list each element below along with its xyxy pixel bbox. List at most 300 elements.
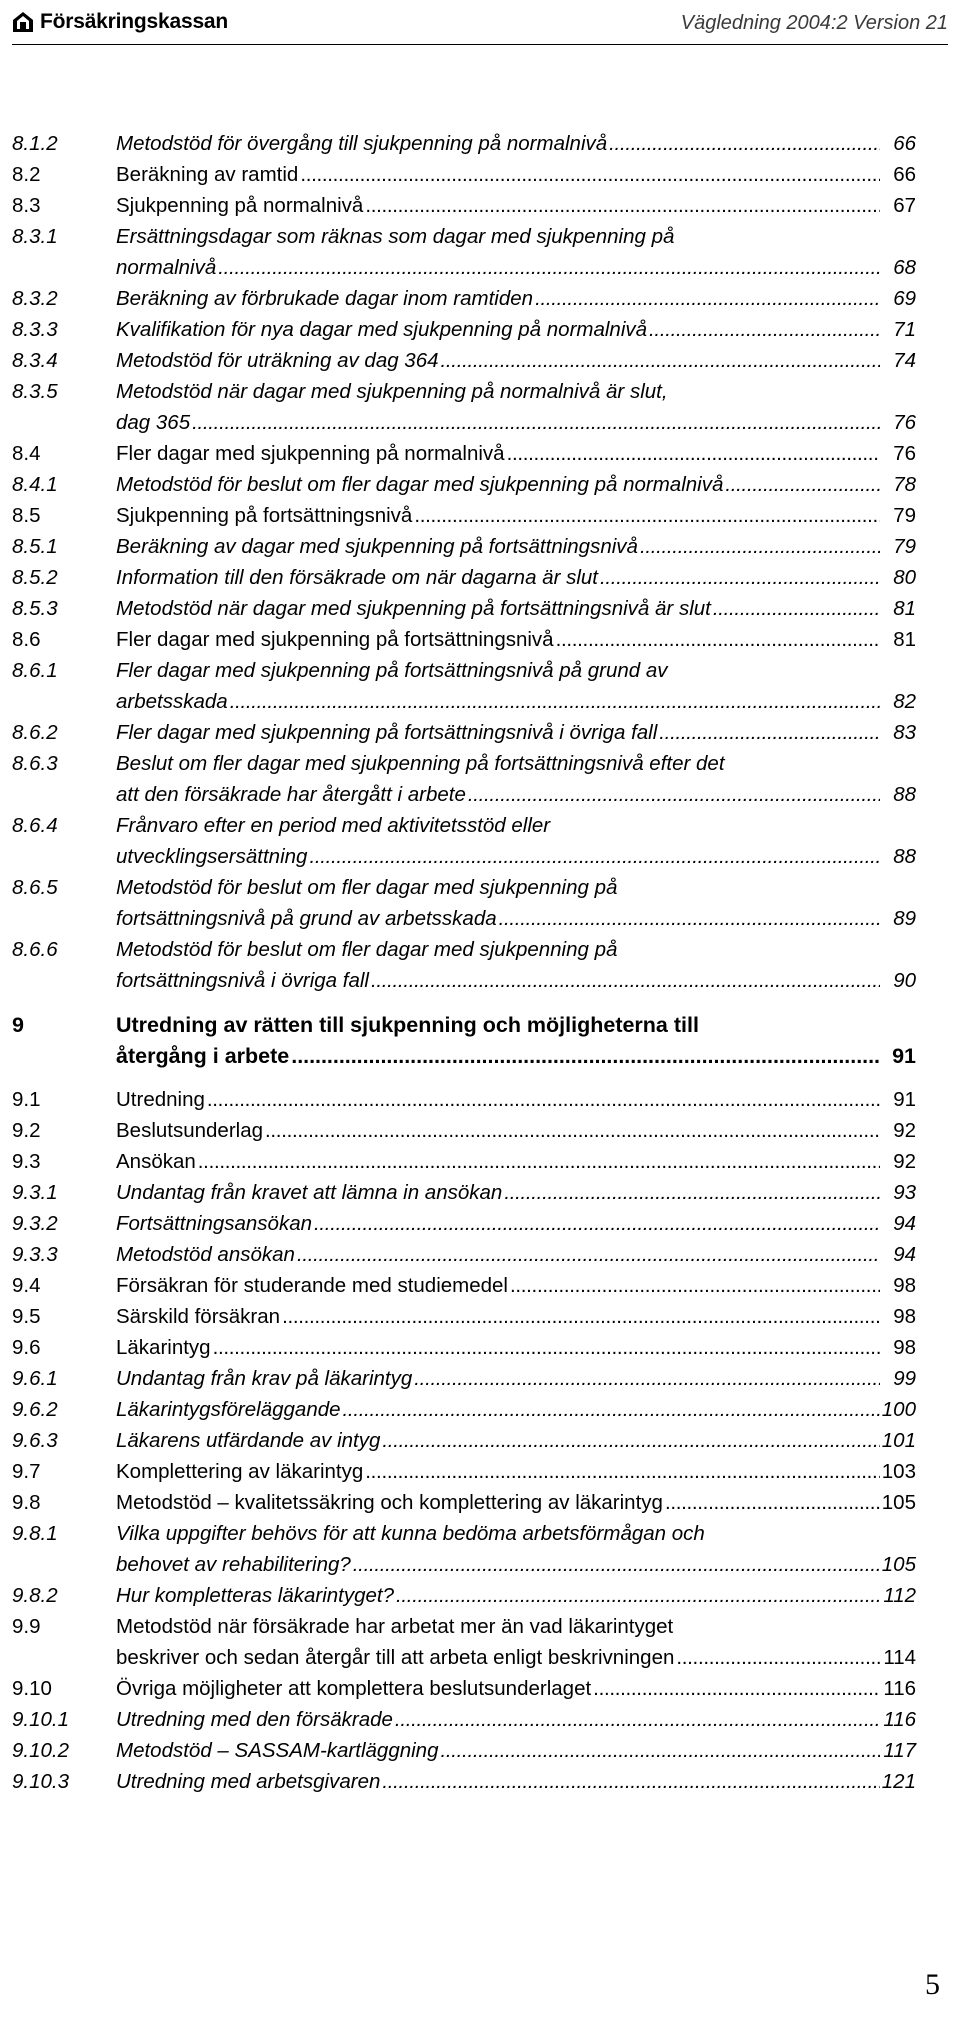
toc-entry[interactable] bbox=[0, 1735, 960, 1766]
toc-entry[interactable] bbox=[0, 1084, 960, 1115]
dot-leader bbox=[609, 128, 880, 159]
toc-entry-text: Utredning av rätten till sjukpenning och möjligheterna till bbox=[116, 1013, 699, 1037]
toc-entry-text: Metodstöd – kvalitetssäkring och komplettering av läkarintyg bbox=[116, 1491, 663, 1514]
toc-entry-text: Frånvaro efter en period med aktivitetsstöd eller bbox=[116, 814, 551, 837]
toc-entry-line bbox=[116, 1084, 916, 1115]
toc-entry-title bbox=[116, 1115, 916, 1146]
toc-entry-text: Metodstöd när försäkrade har arbetat mer än vad läkarintyget bbox=[116, 1615, 674, 1638]
toc-entry-text: Metodstöd – SASSAM-kartläggning bbox=[116, 1739, 439, 1762]
toc-entry-text: dag 365 bbox=[116, 411, 191, 434]
toc-entry-line bbox=[116, 1177, 916, 1208]
toc-entry-title bbox=[116, 190, 916, 221]
toc-entry-line bbox=[116, 1456, 916, 1487]
toc-entry-line bbox=[116, 190, 916, 221]
toc-entry-page: 112 bbox=[883, 1584, 916, 1607]
toc-entry-title bbox=[116, 1766, 916, 1797]
toc-entry-number: 8.3.4 bbox=[12, 349, 58, 372]
page-header bbox=[0, 0, 960, 48]
toc-entry-text: Metodstöd för beslut om fler dagar med sjukpenning på bbox=[116, 876, 618, 899]
toc-entry-title bbox=[116, 1704, 916, 1735]
toc-entry-number: 8.3.3 bbox=[12, 318, 58, 341]
dot-leader bbox=[309, 841, 880, 872]
toc-entry-page: 121 bbox=[881, 1770, 916, 1793]
toc-entry-title bbox=[116, 1270, 916, 1301]
toc-entry[interactable] bbox=[0, 1363, 960, 1394]
toc-entry-page: 88 bbox=[893, 845, 916, 868]
toc-entry-number: 9.8 bbox=[12, 1491, 41, 1514]
toc-entry-line bbox=[116, 159, 916, 190]
toc-entry-title bbox=[116, 1177, 916, 1208]
toc-entry-text: Metodstöd när dagar med sjukpenning på fortsättningsnivå är slut bbox=[116, 597, 711, 620]
toc-entry-title bbox=[116, 562, 916, 593]
toc-entry-line bbox=[116, 1487, 916, 1518]
toc-entry-title bbox=[116, 283, 916, 314]
toc-entry-text: Utredning med den försäkrade bbox=[116, 1708, 393, 1731]
toc-entry-number: 8.5.2 bbox=[12, 566, 58, 589]
toc-entry-text: Metodstöd för beslut om fler dagar med sjukpenning på bbox=[116, 938, 618, 961]
dot-leader bbox=[659, 717, 880, 748]
toc-entry-number: 8.5.1 bbox=[12, 535, 58, 558]
dot-leader bbox=[192, 407, 880, 438]
toc-entry-line bbox=[116, 872, 916, 903]
toc-entry-page: 103 bbox=[881, 1460, 916, 1483]
toc-entry-line bbox=[116, 407, 916, 438]
toc-entry-page: 91 bbox=[893, 1088, 916, 1111]
toc-entry-line bbox=[116, 1146, 916, 1177]
toc-entry-text: Fortsättningsansökan bbox=[116, 1212, 313, 1235]
toc-entry[interactable] bbox=[0, 314, 960, 345]
toc-entry-title bbox=[116, 934, 916, 996]
toc-entry-line bbox=[116, 469, 916, 500]
dot-leader bbox=[535, 283, 880, 314]
toc-entry-number: 9.6.2 bbox=[12, 1398, 58, 1421]
toc-entry-number: 9.1 bbox=[12, 1088, 41, 1111]
toc-entry-title bbox=[116, 1580, 916, 1611]
toc-entry-text: Utredning med arbetsgivaren bbox=[116, 1770, 381, 1793]
toc-entry-title bbox=[116, 376, 916, 438]
toc-entry-page: 99 bbox=[893, 1367, 916, 1390]
toc-entry-number: 9.4 bbox=[12, 1274, 41, 1297]
toc-entry-number: 8.3.5 bbox=[12, 380, 58, 403]
toc-entry-text: Fler dagar med sjukpenning på normalnivå bbox=[116, 442, 505, 465]
toc-entry-title bbox=[116, 531, 916, 562]
toc-entry-title bbox=[116, 221, 916, 283]
toc-entry-page: 89 bbox=[893, 907, 916, 930]
toc-entry[interactable] bbox=[0, 748, 960, 810]
toc-entry-text: beskriver och sedan återgår till att arbeta enligt beskrivningen bbox=[116, 1646, 675, 1669]
toc-entry-number: 9.8.1 bbox=[12, 1522, 58, 1545]
house-logo-icon bbox=[12, 11, 34, 33]
toc-entry[interactable] bbox=[0, 810, 960, 872]
dot-leader bbox=[676, 1642, 880, 1673]
toc-entry[interactable] bbox=[0, 221, 960, 283]
toc-entry[interactable] bbox=[0, 190, 960, 221]
toc-entry-line bbox=[116, 345, 916, 376]
toc-entry-line bbox=[116, 810, 916, 841]
toc-entry-line bbox=[116, 686, 916, 717]
page-number: 5 bbox=[925, 1968, 940, 2001]
toc-entry-number: 9.10.1 bbox=[12, 1708, 69, 1731]
toc-entry-number: 8.6.3 bbox=[12, 752, 58, 775]
toc-entry-page: 66 bbox=[893, 163, 916, 186]
toc-entry[interactable] bbox=[0, 717, 960, 748]
toc-entry-title bbox=[116, 1394, 916, 1425]
toc-entry-title bbox=[116, 593, 916, 624]
toc-entry-number: 9.9 bbox=[12, 1615, 41, 1638]
toc-entry-text: Fler dagar med sjukpenning på fortsättningsnivå i övriga fall bbox=[116, 721, 658, 744]
toc-entry-title bbox=[116, 1425, 916, 1456]
toc-entry[interactable] bbox=[0, 1208, 960, 1239]
dot-leader bbox=[314, 1208, 880, 1239]
toc-entry[interactable] bbox=[0, 469, 960, 500]
toc-entry-text: Kvalifikation för nya dagar med sjukpenning på normalnivå bbox=[116, 318, 648, 341]
toc-entry[interactable] bbox=[0, 655, 960, 717]
dot-leader bbox=[507, 438, 880, 469]
toc-entry[interactable] bbox=[0, 345, 960, 376]
document-version: Vägledning 2004:2 Version 21 bbox=[680, 12, 948, 34]
toc-entry-number: 9.8.2 bbox=[12, 1584, 58, 1607]
toc-entry-line bbox=[116, 1270, 916, 1301]
toc-entry-title bbox=[116, 748, 916, 810]
toc-entry-title bbox=[116, 717, 916, 748]
logo bbox=[12, 10, 228, 34]
toc-entry[interactable] bbox=[0, 1239, 960, 1270]
dot-leader bbox=[382, 1425, 879, 1456]
toc-entry-page: 105 bbox=[881, 1491, 916, 1514]
toc-entry-number: 8.3.2 bbox=[12, 287, 58, 310]
toc-entry-line bbox=[116, 1239, 916, 1270]
toc-entry-line bbox=[116, 1010, 916, 1041]
toc-entry-number: 8.5 bbox=[12, 504, 41, 527]
toc-entry-line bbox=[116, 965, 916, 996]
toc-entry[interactable] bbox=[0, 1146, 960, 1177]
dot-leader bbox=[353, 1549, 880, 1580]
toc-entry-number: 8.4 bbox=[12, 442, 41, 465]
dot-leader bbox=[291, 1041, 880, 1072]
toc-entry-page: 81 bbox=[893, 597, 916, 620]
toc-entry[interactable] bbox=[0, 562, 960, 593]
toc-entry-number: 8.1.2 bbox=[12, 132, 58, 155]
toc-entry-line bbox=[116, 624, 916, 655]
toc-entry-text: behovet av rehabilitering? bbox=[116, 1553, 351, 1576]
dot-leader bbox=[468, 779, 880, 810]
toc-entry-page: 79 bbox=[893, 535, 916, 558]
toc-entry-page: 69 bbox=[893, 287, 916, 310]
toc-entry-number: 9.6.1 bbox=[12, 1367, 58, 1390]
toc-entry-text: Övriga möjligheter att komplettera beslutsunderlaget bbox=[116, 1677, 592, 1700]
toc-entry-text: Försäkran för studerande med studiemedel bbox=[116, 1274, 508, 1297]
toc-entry-page: 98 bbox=[893, 1274, 916, 1297]
dot-leader bbox=[593, 1673, 880, 1704]
toc-entry-text: arbetsskada bbox=[116, 690, 228, 713]
header-divider bbox=[12, 44, 948, 45]
toc-entry-number: 9.3.1 bbox=[12, 1181, 58, 1204]
toc-entry-text: Särskild försäkran bbox=[116, 1305, 281, 1328]
toc-entry-text: Beräkning av förbrukade dagar inom ramtiden bbox=[116, 287, 534, 310]
toc-entry-line bbox=[116, 655, 916, 686]
toc-entry-page: 93 bbox=[893, 1181, 916, 1204]
toc-entry-number: 8.6.5 bbox=[12, 876, 58, 899]
toc-entry-page: 116 bbox=[883, 1708, 916, 1731]
toc-entry[interactable] bbox=[0, 500, 960, 531]
toc-entry-text: Fler dagar med sjukpenning på fortsättningsnivå bbox=[116, 628, 554, 651]
toc-entry-line bbox=[116, 717, 916, 748]
toc-entry[interactable] bbox=[0, 128, 960, 159]
toc-entry-page: 98 bbox=[893, 1305, 916, 1328]
toc-entry-page: 94 bbox=[893, 1212, 916, 1235]
toc-entry-text: Läkarens utfärdande av intyg bbox=[116, 1429, 381, 1452]
toc-entry-number: 9.6.3 bbox=[12, 1429, 58, 1452]
table-of-contents bbox=[0, 128, 960, 1797]
toc-entry-number: 9.3.2 bbox=[12, 1212, 58, 1235]
toc-entry-line bbox=[116, 593, 916, 624]
toc-entry-text: Beräkning av ramtid bbox=[116, 163, 299, 186]
toc-entry-text: utvecklingsersättning bbox=[116, 845, 308, 868]
toc-entry-text: Beräkning av dagar med sjukpenning på fortsättningsnivå bbox=[116, 535, 638, 558]
toc-entry-text: Metodstöd för övergång till sjukpenning på normalnivå bbox=[116, 132, 608, 155]
toc-entry-number: 9.3 bbox=[12, 1150, 41, 1173]
toc-entry-title bbox=[116, 159, 916, 190]
toc-entry[interactable] bbox=[0, 1456, 960, 1487]
toc-entry-page: 116 bbox=[883, 1677, 916, 1700]
toc-entry-line bbox=[116, 1041, 916, 1072]
toc-entry[interactable] bbox=[0, 1518, 960, 1580]
logo-text: Försäkringskassan bbox=[40, 10, 229, 33]
toc-entry-page: 76 bbox=[893, 411, 916, 434]
toc-entry[interactable] bbox=[0, 1301, 960, 1332]
toc-entry-text: Information till den försäkrade om när dagarna är slut bbox=[116, 566, 599, 589]
toc-entry-title bbox=[116, 1673, 916, 1704]
toc-entry[interactable] bbox=[0, 438, 960, 469]
dot-leader bbox=[414, 500, 880, 531]
toc-entry-line bbox=[116, 1642, 916, 1673]
toc-entry[interactable] bbox=[0, 624, 960, 655]
dot-leader bbox=[414, 1363, 880, 1394]
toc-entry-number: 9 bbox=[12, 1013, 24, 1037]
toc-entry-line bbox=[116, 1549, 916, 1580]
toc-entry[interactable] bbox=[0, 1394, 960, 1425]
toc-entry[interactable] bbox=[0, 1704, 960, 1735]
dot-leader bbox=[343, 1394, 880, 1425]
toc-entry-page: 117 bbox=[883, 1739, 916, 1762]
toc-entry-line bbox=[116, 314, 916, 345]
toc-entry[interactable] bbox=[0, 1580, 960, 1611]
toc-entry-page: 66 bbox=[893, 132, 916, 155]
toc-entry-line bbox=[116, 500, 916, 531]
toc-entry-text: Sjukpenning på normalnivå bbox=[116, 194, 364, 217]
toc-entry[interactable] bbox=[0, 1177, 960, 1208]
toc-entry-number: 9.2 bbox=[12, 1119, 41, 1142]
dot-leader bbox=[230, 686, 880, 717]
toc-entry-line bbox=[116, 1301, 916, 1332]
toc-entry-page: 83 bbox=[893, 721, 916, 744]
toc-entry-title bbox=[116, 1084, 916, 1115]
toc-entry-title bbox=[116, 314, 916, 345]
toc-entry-page: 101 bbox=[881, 1429, 916, 1452]
toc-entry-title bbox=[116, 1487, 916, 1518]
toc-entry-page: 94 bbox=[893, 1243, 916, 1266]
toc-entry-text: Metodstöd ansökan bbox=[116, 1243, 295, 1266]
toc-entry-page: 78 bbox=[893, 473, 916, 496]
toc-entry[interactable] bbox=[0, 1115, 960, 1146]
toc-entry-title bbox=[116, 128, 916, 159]
toc-entry[interactable] bbox=[0, 531, 960, 562]
toc-entry-page: 98 bbox=[893, 1336, 916, 1359]
toc-entry[interactable] bbox=[0, 1611, 960, 1673]
toc-entry-number: 9.10.3 bbox=[12, 1770, 69, 1793]
toc-entry-text: återgång i arbete bbox=[116, 1044, 290, 1068]
toc-entry-page: 81 bbox=[893, 628, 916, 651]
toc-entry-text: Läkarintygsföreläggande bbox=[116, 1398, 341, 1421]
toc-entry-page: 105 bbox=[881, 1553, 916, 1576]
toc-entry-line bbox=[116, 128, 916, 159]
toc-entry-page: 88 bbox=[893, 783, 916, 806]
toc-entry[interactable] bbox=[0, 1766, 960, 1797]
toc-entry-title bbox=[116, 1010, 916, 1072]
dot-leader bbox=[198, 1146, 880, 1177]
toc-entry-line bbox=[116, 562, 916, 593]
toc-entry-line bbox=[116, 531, 916, 562]
toc-entry-title bbox=[116, 1208, 916, 1239]
toc-entry-line bbox=[116, 376, 916, 407]
toc-entry-text: Beslut om fler dagar med sjukpenning på fortsättningsnivå efter det bbox=[116, 752, 725, 775]
toc-entry[interactable] bbox=[0, 376, 960, 438]
dot-leader bbox=[665, 1487, 880, 1518]
toc-entry-page: 76 bbox=[893, 442, 916, 465]
dot-leader bbox=[600, 562, 880, 593]
toc-entry-number: 8.6.2 bbox=[12, 721, 58, 744]
toc-entry-number: 8.3.1 bbox=[12, 225, 58, 248]
toc-entry-title bbox=[116, 810, 916, 872]
toc-entry-number: 9.3.3 bbox=[12, 1243, 58, 1266]
toc-entry-text: Vilka uppgifter behövs för att kunna bedöma arbetsförmågan och bbox=[116, 1522, 705, 1545]
toc-entry[interactable] bbox=[0, 1425, 960, 1456]
toc-entry-text: Sjukpenning på fortsättningsnivå bbox=[116, 504, 413, 527]
toc-entry-page: 100 bbox=[881, 1398, 916, 1421]
dot-leader bbox=[725, 469, 880, 500]
toc-entry-page: 68 bbox=[893, 256, 916, 279]
toc-entry-line bbox=[116, 934, 916, 965]
toc-entry-text: Ansökan bbox=[116, 1150, 196, 1173]
toc-entry[interactable] bbox=[0, 1673, 960, 1704]
toc-entry-number: 8.5.3 bbox=[12, 597, 58, 620]
toc-entry[interactable] bbox=[0, 1270, 960, 1301]
toc-entry[interactable] bbox=[0, 283, 960, 314]
toc-entry-title bbox=[116, 1611, 916, 1673]
toc-entry-line bbox=[116, 1332, 916, 1363]
dot-leader bbox=[504, 1177, 880, 1208]
toc-entry-title bbox=[116, 1239, 916, 1270]
toc-entry-page: 80 bbox=[893, 566, 916, 589]
toc-entry[interactable] bbox=[0, 1010, 960, 1072]
toc-entry-text: att den försäkrade har återgått i arbete bbox=[116, 783, 466, 806]
dot-leader bbox=[218, 252, 880, 283]
toc-entry-page: 74 bbox=[893, 349, 916, 372]
toc-entry-page: 79 bbox=[893, 504, 916, 527]
toc-entry-line bbox=[116, 1673, 916, 1704]
toc-entry-text: Komplettering av läkarintyg bbox=[116, 1460, 364, 1483]
dot-leader bbox=[207, 1084, 880, 1115]
toc-entry-text: fortsättningsnivå i övriga fall bbox=[116, 969, 369, 992]
toc-entry-line bbox=[116, 841, 916, 872]
toc-entry-line bbox=[116, 1208, 916, 1239]
toc-entry-page: 67 bbox=[893, 194, 916, 217]
toc-entry-line bbox=[116, 748, 916, 779]
dot-leader bbox=[640, 531, 880, 562]
toc-entry-title bbox=[116, 1146, 916, 1177]
dot-leader bbox=[300, 159, 880, 190]
toc-entry-text: Utredning bbox=[116, 1088, 205, 1111]
dot-leader bbox=[499, 903, 880, 934]
toc-entry-page: 92 bbox=[893, 1119, 916, 1142]
toc-entry-line bbox=[116, 779, 916, 810]
dot-leader bbox=[365, 190, 880, 221]
toc-entry-number: 9.10 bbox=[12, 1677, 52, 1700]
toc-entry-page: 114 bbox=[883, 1646, 916, 1669]
toc-entry-number: 8.6 bbox=[12, 628, 41, 651]
dot-leader bbox=[713, 593, 880, 624]
toc-entry-text: Metodstöd för uträkning av dag 364 bbox=[116, 349, 439, 372]
toc-entry[interactable] bbox=[0, 1332, 960, 1363]
dot-leader bbox=[297, 1239, 880, 1270]
toc-entry-number: 8.4.1 bbox=[12, 473, 58, 496]
toc-entry[interactable] bbox=[0, 159, 960, 190]
toc-entry-line bbox=[116, 1735, 916, 1766]
dot-leader bbox=[213, 1332, 880, 1363]
toc-entry-text: Undantag från kravet att lämna in ansökan bbox=[116, 1181, 503, 1204]
toc-entry[interactable] bbox=[0, 872, 960, 934]
toc-entry-title bbox=[116, 1332, 916, 1363]
dot-leader bbox=[396, 1580, 880, 1611]
toc-entry-page: 71 bbox=[893, 318, 916, 341]
toc-entry-text: Hur kompletteras läkarintyget? bbox=[116, 1584, 395, 1607]
toc-entry-page: 92 bbox=[893, 1150, 916, 1173]
toc-entry-line bbox=[116, 1704, 916, 1735]
toc-entry-line bbox=[116, 1363, 916, 1394]
toc-entry[interactable] bbox=[0, 934, 960, 996]
toc-entry-text: Ersättningsdagar som räknas som dagar med sjukpenning på bbox=[116, 225, 675, 248]
toc-entry-title bbox=[116, 1301, 916, 1332]
dot-leader bbox=[371, 965, 880, 996]
toc-entry-title bbox=[116, 1735, 916, 1766]
dot-leader bbox=[441, 345, 880, 376]
toc-entry-text: Läkarintyg bbox=[116, 1336, 211, 1359]
toc-entry-number: 9.6 bbox=[12, 1336, 41, 1359]
dot-leader bbox=[556, 624, 880, 655]
dot-leader bbox=[265, 1115, 880, 1146]
toc-entry-text: normalnivå bbox=[116, 256, 217, 279]
toc-entry[interactable] bbox=[0, 1487, 960, 1518]
toc-entry-text: Beslutsunderlag bbox=[116, 1119, 264, 1142]
toc-entry-number: 9.10.2 bbox=[12, 1739, 69, 1762]
dot-leader bbox=[395, 1704, 880, 1735]
toc-entry-number: 9.7 bbox=[12, 1460, 41, 1483]
toc-entry-text: Metodstöd när dagar med sjukpenning på normalnivå är slut, bbox=[116, 380, 668, 403]
toc-entry-title bbox=[116, 345, 916, 376]
toc-entry-line bbox=[116, 252, 916, 283]
toc-entry-line bbox=[116, 903, 916, 934]
toc-entry-title bbox=[116, 438, 916, 469]
toc-entry-line bbox=[116, 1425, 916, 1456]
toc-entry-text: Metodstöd för beslut om fler dagar med sjukpenning på normalnivå bbox=[116, 473, 724, 496]
toc-entry[interactable] bbox=[0, 593, 960, 624]
toc-entry-text: Undantag från krav på läkarintyg bbox=[116, 1367, 413, 1390]
toc-entry-title bbox=[116, 1518, 916, 1580]
toc-entry-number: 9.5 bbox=[12, 1305, 41, 1328]
toc-entry-line bbox=[116, 438, 916, 469]
toc-entry-line bbox=[116, 283, 916, 314]
toc-entry-text: fortsättningsnivå på grund av arbetsskada bbox=[116, 907, 497, 930]
